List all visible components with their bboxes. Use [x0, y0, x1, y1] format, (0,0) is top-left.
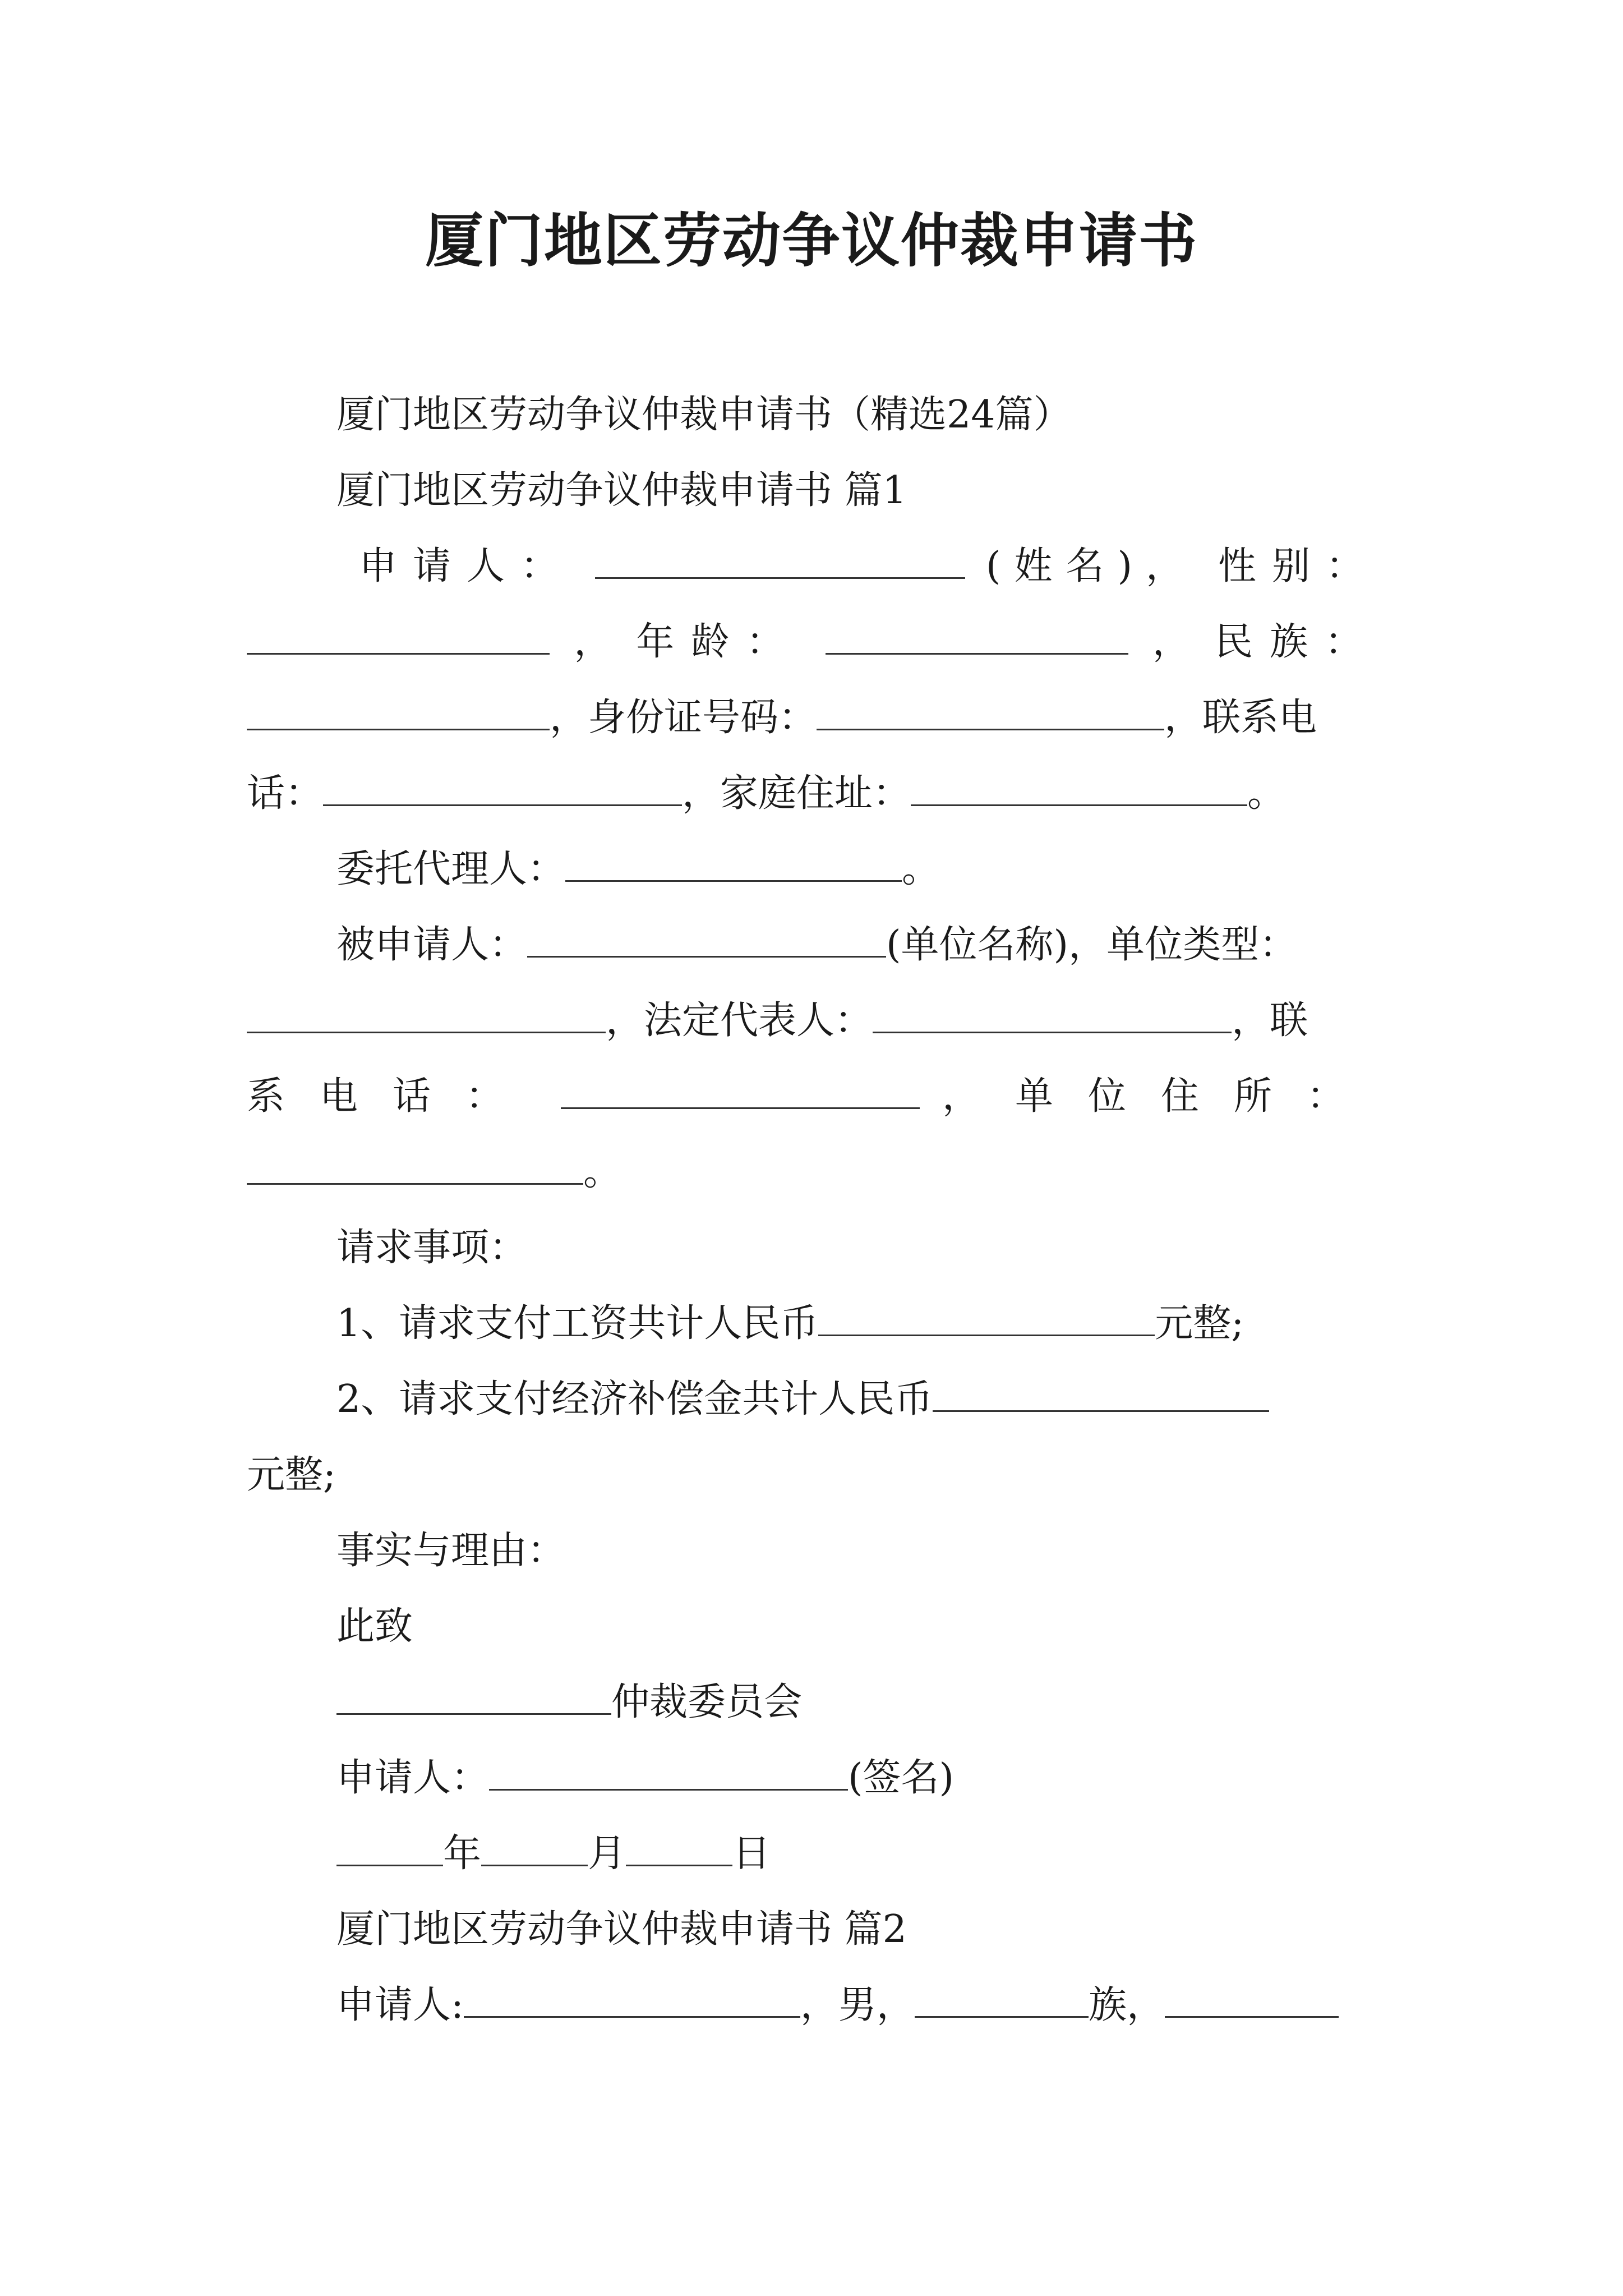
applicant-label: 申请人：	[359, 544, 575, 588]
year-label: 年	[443, 1832, 482, 1876]
respondent-line	[247, 917, 1380, 973]
unit-address-blank-line	[247, 1144, 1380, 1200]
address-label: ，家庭住址：	[682, 771, 911, 816]
day-label: 日	[732, 1832, 771, 1876]
section2-heading-line	[247, 1902, 1380, 1958]
s2-ethnicity: 族，	[1088, 1983, 1165, 2027]
salutation-line	[247, 1599, 1380, 1655]
period-3: 。	[583, 1150, 622, 1194]
section2-heading: 厦门地区劳动争议仲裁申请书 篇2	[336, 1907, 907, 1952]
claim2-amount-blank[interactable]	[933, 1377, 1269, 1412]
unit-address-label: ，单位住所：	[942, 1074, 1380, 1119]
legal-rep-blank[interactable]	[873, 998, 1232, 1033]
name-hint: (姓名)，	[985, 544, 1198, 588]
respondent-label: 被申请人：	[336, 923, 528, 967]
claim2-line	[247, 1372, 1380, 1428]
s2-ethnicity-blank[interactable]	[915, 1982, 1089, 2018]
s2-male: ，男，	[800, 1983, 915, 2027]
unit-address-blank[interactable]	[247, 1149, 583, 1185]
year-blank[interactable]	[336, 1831, 443, 1866]
id-label: ，身份证号码：	[550, 696, 817, 740]
s2-applicant-blank[interactable]	[464, 1982, 800, 2018]
comma-1: ，	[574, 620, 612, 664]
contact-address-line	[247, 1069, 1380, 1125]
legal-rep-line	[247, 993, 1380, 1049]
committee: 仲裁委员会	[611, 1680, 803, 1724]
claim1-yuan: 元整;	[1155, 1301, 1244, 1346]
section1-heading: 厦门地区劳动争议仲裁申请书 篇1	[336, 468, 907, 513]
s2-extra-blank[interactable]	[1165, 1982, 1339, 2018]
salutation: 此致	[336, 1604, 413, 1649]
agent-line	[247, 841, 1380, 898]
claims-heading: 请求事项：	[336, 1226, 528, 1270]
comma-2: ，	[1152, 620, 1191, 664]
period-1: 。	[1247, 771, 1286, 816]
gender-blank[interactable]	[247, 619, 550, 655]
ethnicity-blank[interactable]	[247, 695, 550, 730]
month-blank[interactable]	[481, 1831, 588, 1866]
agent-blank[interactable]	[565, 846, 902, 882]
claim1-line	[247, 1296, 1380, 1352]
signature-line	[247, 1750, 1380, 1806]
id-line	[247, 690, 1380, 746]
age-blank[interactable]	[826, 619, 1128, 655]
facts-heading-line	[247, 1523, 1380, 1579]
sign-hint: (签名)	[848, 1756, 955, 1800]
committee-blank[interactable]	[336, 1680, 611, 1715]
section1-heading-line	[247, 463, 1380, 519]
claim2-yuan-line	[247, 1447, 1380, 1503]
month-label: 月	[588, 1832, 626, 1876]
date-line	[247, 1826, 1380, 1882]
claim1-text: 1、请求支付工资共计人民币	[336, 1301, 819, 1346]
age-ethnicity-line	[247, 614, 1380, 670]
phone-address-line	[247, 766, 1380, 822]
home-address-blank[interactable]	[911, 771, 1247, 806]
subtitle-line	[247, 387, 1380, 443]
legal-rep-label: ，法定代表人：	[606, 999, 873, 1043]
phone-label-part2: 话：	[247, 771, 324, 816]
applicant-name-blank[interactable]	[595, 544, 965, 579]
phone-blank[interactable]	[323, 771, 682, 806]
contact-part1: ，联	[1232, 999, 1308, 1043]
claim2-text: 2、请求支付经济补偿金共计人民币	[336, 1377, 933, 1421]
period-2: 。	[902, 847, 940, 891]
claim2-yuan: 元整;	[247, 1453, 336, 1497]
unit-type-blank[interactable]	[247, 998, 606, 1033]
agent-label: 委托代理人：	[336, 847, 566, 891]
claims-heading-line	[247, 1220, 1380, 1276]
subtitle: 厦门地区劳动争议仲裁申请书（精选24篇）	[336, 393, 1072, 437]
facts-heading: 事实与理由：	[336, 1529, 566, 1573]
section2-applicant-line	[247, 1977, 1380, 2033]
id-number-blank[interactable]	[817, 695, 1164, 730]
claim1-amount-blank[interactable]	[818, 1301, 1155, 1336]
sign-label: 申请人：	[336, 1756, 490, 1800]
contact-part2: 系电话：	[247, 1074, 539, 1119]
age-label: 年龄：	[636, 620, 801, 664]
day-blank[interactable]	[626, 1831, 732, 1866]
phone-label-part1: ，联系电	[1164, 696, 1317, 740]
gender-label: 性别：	[1218, 544, 1380, 588]
signature-blank[interactable]	[489, 1755, 848, 1791]
respondent-name-blank[interactable]	[527, 922, 886, 958]
unit-name-hint: (单位名称)，单位类型：	[886, 923, 1298, 967]
applicant-line	[247, 539, 1380, 595]
document-title: 厦门地区劳动争议仲裁申请书	[425, 206, 1198, 275]
unit-phone-blank[interactable]	[561, 1074, 920, 1109]
ethnicity-label: 民族：	[1214, 620, 1380, 664]
s2-applicant-label: 申请人:	[336, 1983, 464, 2027]
committee-line	[247, 1674, 1380, 1731]
